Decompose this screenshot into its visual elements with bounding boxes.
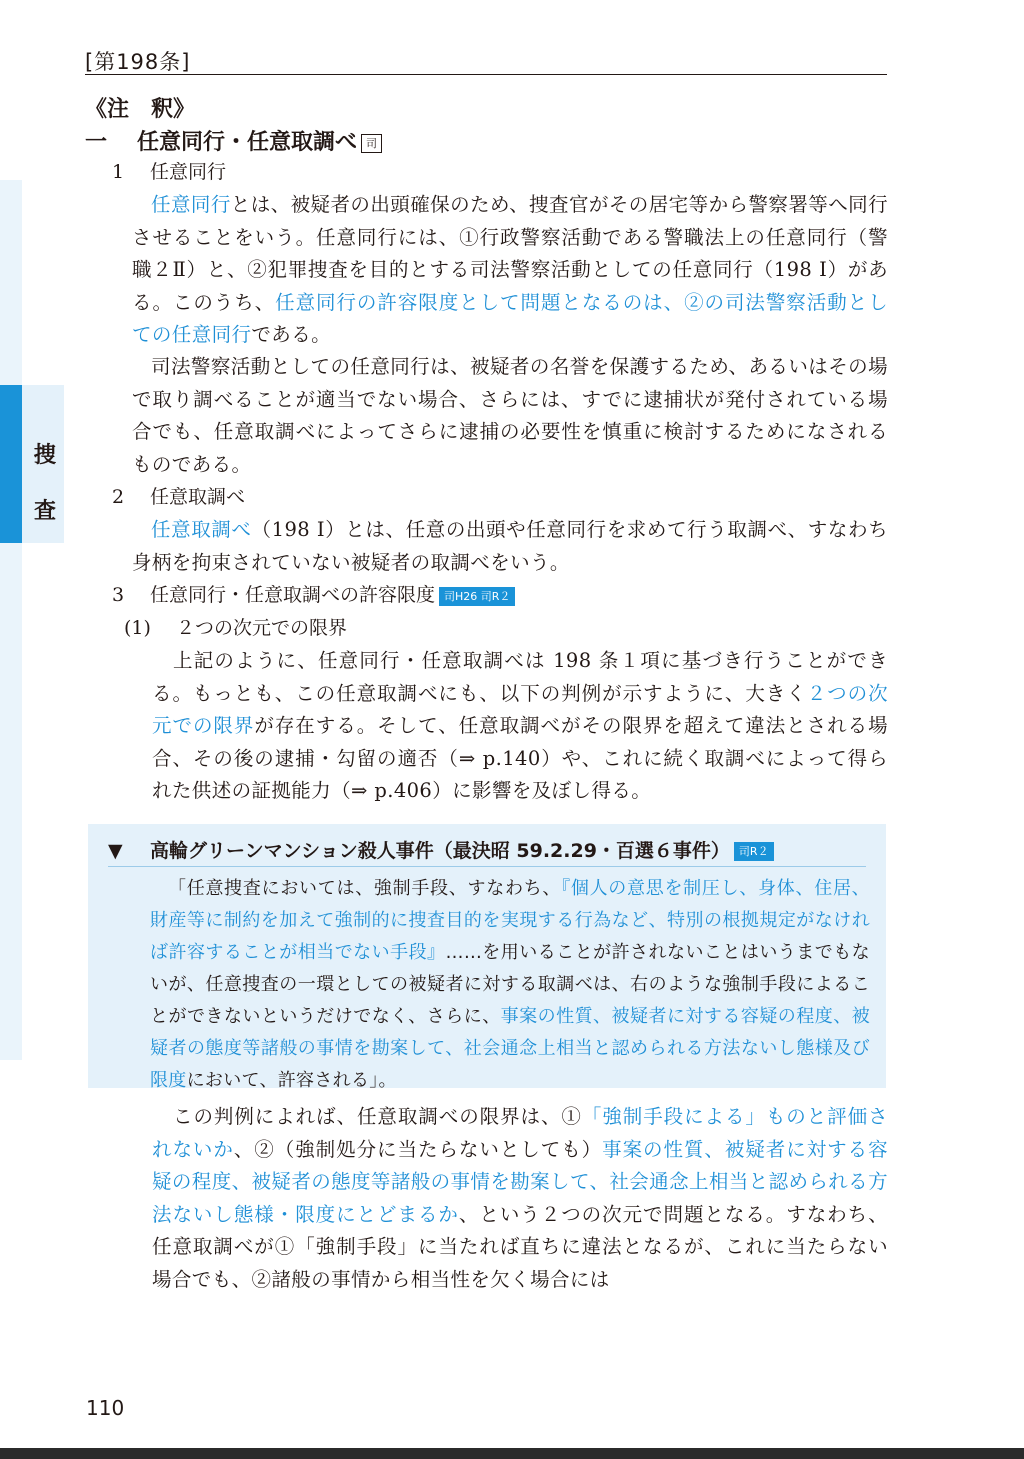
side-tab-label — [30, 428, 60, 540]
subsection-title: 任意同行 — [150, 161, 227, 183]
side-tab-label-2: 査 — [33, 499, 56, 524]
bottom-band — [0, 1448, 1024, 1459]
highlight-text: ２つの次元での限界 — [152, 681, 888, 737]
paragraph-text: 上記のように、任意同行・任意取調べは 198 条１項に基づき行うことができる。もっとも、この任意取調べにも、以下の判例が示すように、大きく — [152, 649, 888, 705]
quote-text: 「任意捜査においては、強制手段、すなわち、 — [168, 878, 562, 899]
paragraph — [152, 1101, 888, 1296]
paragraph-text: 、②（強制処分に当たらないとしても） — [233, 1137, 603, 1161]
subsection-title: ２つの次元での限界 — [176, 617, 348, 639]
subsection-title: 任意取調べ — [150, 486, 246, 508]
subsection-number: 3 — [112, 584, 125, 606]
highlight-text: 「強制手段による」ものと評価されないか — [152, 1105, 888, 1161]
side-tab-accent — [0, 385, 22, 543]
paragraph: 司法警察活動としての任意同行は、被疑者の名誉を保護するため、あるいはその場で取り調べることが適当でない場合、さらには、すでに逮捕状が発付されている場合でも、任意取調べによってさらに逮捕の必要性を慎重に検討するためになされるものである。 — [132, 355, 888, 476]
side-band — [0, 180, 22, 1060]
paragraph-text: とは、被疑者の出頭確保のため、捜査官がその居宅等から警察署等へ同行させることをいう。任意同行には、①行政警察活動である警職法上の任意同行（警職２Ⅱ）と、②犯罪捜査を目的とする司法警察活動としての任意同行（198 Ⅰ）がある。このうち、 — [132, 193, 888, 314]
page-number: 110 — [86, 1396, 125, 1420]
subsection-number: (1) — [124, 617, 151, 639]
highlight-term: 任意同行 — [151, 193, 231, 216]
side-tab-label-1: 捜 — [33, 443, 56, 468]
header-rule — [85, 74, 887, 75]
subsection-number: 1 — [112, 161, 125, 183]
paragraph-text: この判例によれば、任意取調べの限界は、① — [173, 1105, 582, 1128]
quote-text: において、許容される」。 — [186, 1070, 397, 1091]
subsection-number: 2 — [112, 486, 125, 508]
quote-text: ……を用いることが許されないことはいうまでもないが、任意捜査の一環としての被疑者に対する取調べは、右のような強制手段によることができないというだけでなく、さらに、 — [150, 942, 870, 1027]
commentary-heading: 《注 釈》 — [85, 97, 196, 122]
article-header: [第198条] — [85, 50, 191, 74]
highlight-term: 任意取調べ — [151, 518, 252, 541]
paragraph — [132, 514, 888, 579]
highlight-text: 任意同行の許容限度として問題となるのは、②の司法警察活動としての任意同行 — [132, 290, 888, 346]
quote-highlight: 『個人の意思を制圧し、身体、住居、財産等に制約を加えて強制的に捜査目的を実現する行為など、特別の根拠規定がなければ許容することが相当でない手段』 — [150, 878, 870, 963]
triangle-marker-icon: ▼ — [108, 840, 123, 862]
case-title — [108, 836, 774, 863]
case-title-text: 高輪グリーンマンション殺人事件（最決昭 59.2.29・百選６事件） — [150, 840, 730, 862]
subsection-heading — [112, 156, 226, 188]
section-title: 任意同行・任意取調べ — [137, 130, 358, 155]
subsection-heading — [124, 612, 347, 644]
exam-tag: 司R２ — [734, 842, 774, 861]
subsection-heading — [112, 579, 515, 611]
paragraph — [132, 189, 888, 352]
subsection-heading — [112, 481, 245, 513]
case-quote — [150, 873, 870, 1097]
case-rule — [108, 866, 866, 867]
section-heading — [85, 125, 382, 156]
subsection-title: 任意同行・任意取調べの許容限度 — [150, 584, 436, 606]
paragraph-text: である。 — [251, 323, 332, 346]
highlight-text: 事案の性質、被疑者に対する容疑の程度、被疑者の態度等諸般の事情を勘案して、社会通念上相当と認められる方法ないし態様・限度にとどまるか — [152, 1137, 888, 1226]
exam-tag: 司 — [361, 134, 382, 153]
paragraph-text: 、という２つの次元で問題となる。すなわち、任意取調べが①「強制手段」に当たれば直ちに違法となるが、これに当たらない場合でも、②諸般の事情から相当性を欠く場合には — [152, 1202, 888, 1291]
exam-tag: 司H26 司R２ — [439, 587, 515, 606]
paragraph-text: が存在する。そして、任意取調べがその限界を超えて違法とされる場合、その後の逮捕・勾留の適否（⇒ p.140）や、これに続く取調べによって得られた供述の証拠能力（⇒ p.406）に影響を及ぼし得る。 — [152, 714, 888, 802]
quote-highlight: 事案の性質、被疑者に対する容疑の程度、被疑者の態度等諸般の事情を勘案して、社会通念上相当と認められる方法ないし態様及び限度 — [150, 1006, 870, 1091]
section-number: 一 — [85, 130, 108, 155]
paragraph — [152, 645, 888, 808]
paragraph-text: （198 Ⅰ）とは、任意の出頭や任意同行を求めて行う取調べ、すなわち身柄を拘束されていない被疑者の取調べをいう。 — [132, 518, 888, 574]
